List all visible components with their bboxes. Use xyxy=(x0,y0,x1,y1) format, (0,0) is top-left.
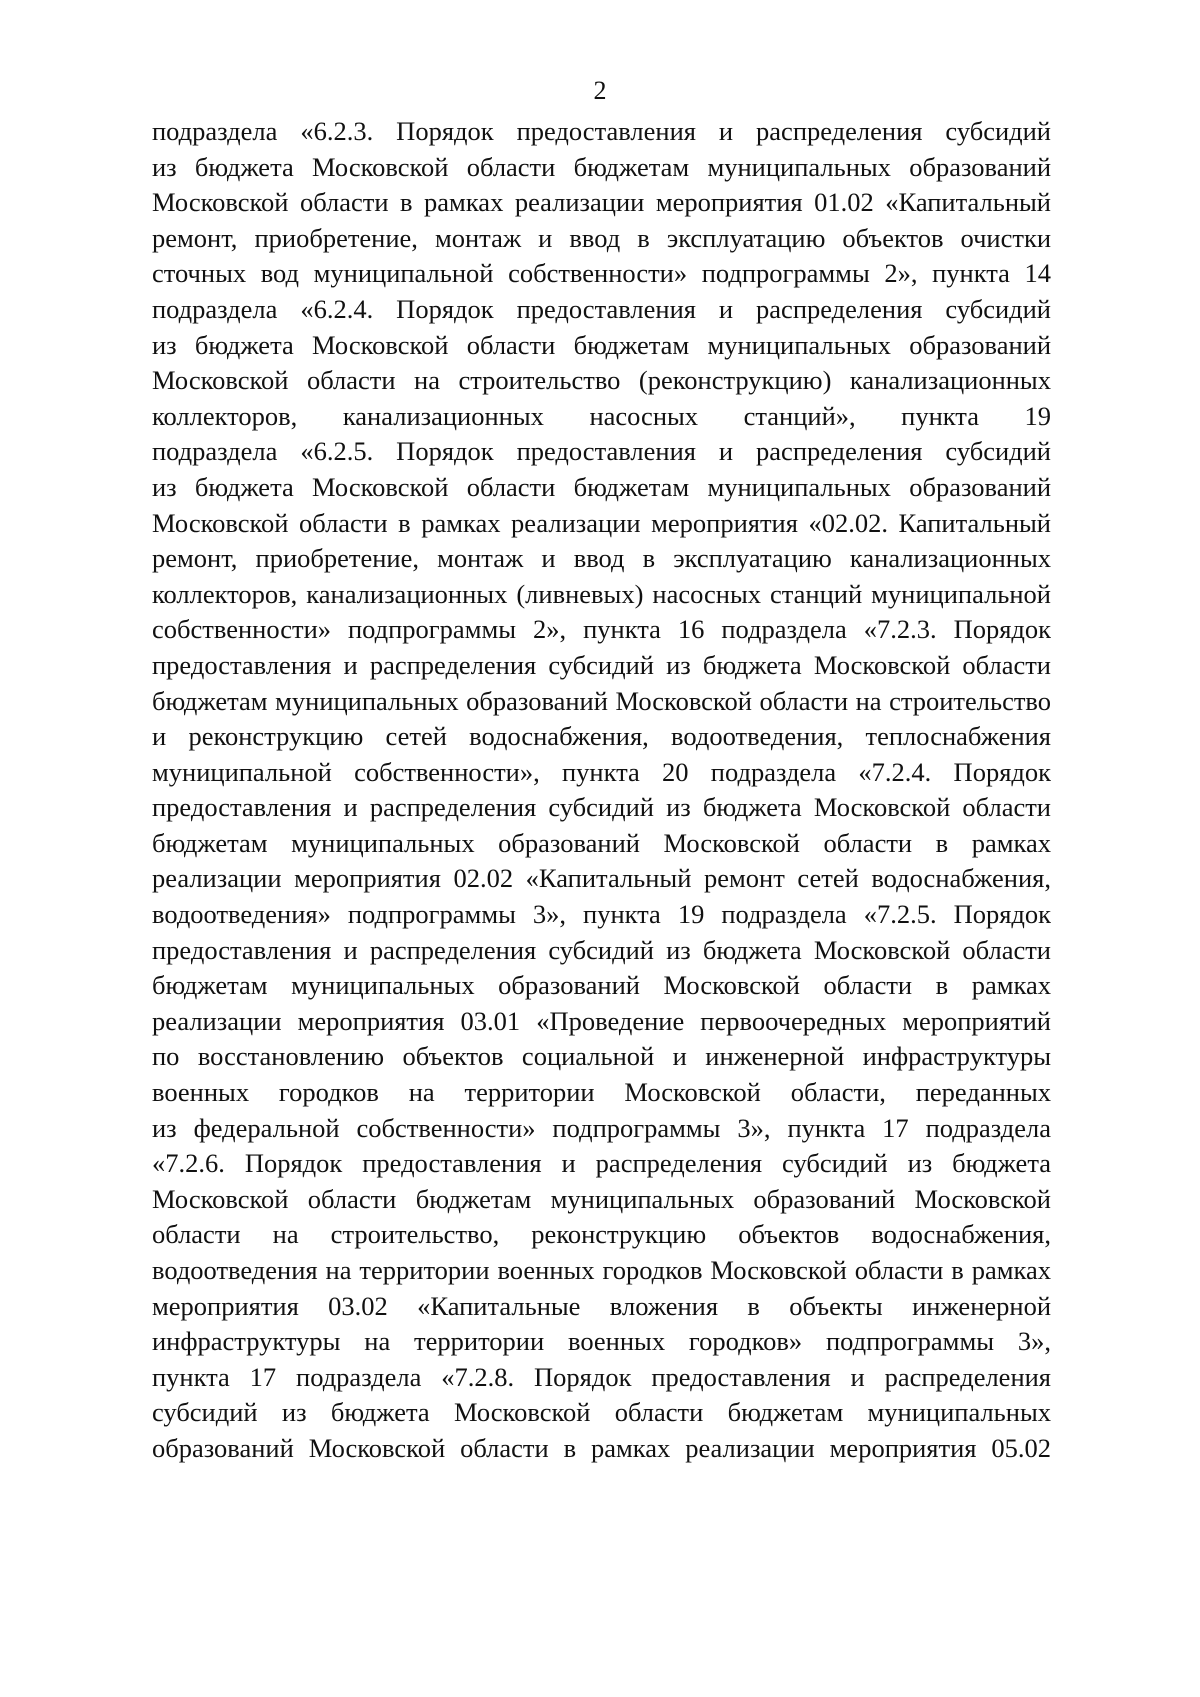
text-line: муниципальной собственности», пункта 20 подраздела «7.2.4. Порядок xyxy=(152,756,1051,787)
body-text xyxy=(152,114,1051,1467)
text-line: из федеральной собственности» подпрограммы 3», пункта 17 подраздела xyxy=(152,1112,1051,1143)
text-line: коллекторов, канализационных (ливневых) насосных станций муниципальной xyxy=(152,578,1051,609)
text-line: военных городков на территории Московской области, переданных xyxy=(152,1077,1051,1108)
text-line: сточных вод муниципальной собственности» подпрограммы 2», пункта 14 xyxy=(152,258,1051,289)
text-line: и реконструкцию сетей водоснабжения, водоотведения, теплоснабжения xyxy=(152,721,1051,752)
text-line: по восстановлению объектов социальной и инженерной инфраструктуры xyxy=(152,1041,1051,1072)
text-line: предоставления и распределения субсидий из бюджета Московской области xyxy=(152,934,1051,965)
text-line: области на строительство, реконструкцию объектов водоснабжения, xyxy=(152,1219,1051,1250)
text-line: пункта 17 подраздела «7.2.8. Порядок предоставления и распределения xyxy=(152,1361,1051,1392)
text-line: Московской области в рамках реализации мероприятия «02.02. Капитальный xyxy=(152,507,1051,538)
text-line: подраздела «6.2.4. Порядок предоставления и распределения субсидий xyxy=(152,293,1051,324)
page-number: 2 xyxy=(593,76,607,105)
text-line: субсидий из бюджета Московской области бюджетам муниципальных xyxy=(152,1397,1051,1428)
text-line: из бюджета Московской области бюджетам муниципальных образований xyxy=(152,151,1051,182)
text-line: Московской области бюджетам муниципальных образований Московской xyxy=(152,1183,1051,1214)
text-line: инфраструктуры на территории военных городков» подпрограммы 3», xyxy=(152,1326,1051,1357)
text-line: реализации мероприятия 03.01 «Проведение первоочередных мероприятий xyxy=(152,1005,1051,1036)
text-line: образований Московской области в рамках реализации мероприятия 05.02 xyxy=(152,1432,1051,1463)
text-line: предоставления и распределения субсидий из бюджета Московской области xyxy=(152,792,1051,823)
text-line: мероприятия 03.02 «Капитальные вложения в объекты инженерной xyxy=(152,1290,1051,1321)
text-line: коллекторов, канализационных насосных станций», пункта 19 xyxy=(152,400,1051,431)
text-line: подраздела «6.2.3. Порядок предоставления и распределения субсидий xyxy=(152,116,1051,146)
text-line: предоставления и распределения субсидий из бюджета Московской области xyxy=(152,649,1051,680)
text-line: бюджетам муниципальных образований Московской области на строительство xyxy=(152,685,1051,716)
text-line: собственности» подпрограммы 2», пункта 16 подраздела «7.2.3. Порядок xyxy=(152,614,1051,645)
text-line: Московской области в рамках реализации мероприятия 01.02 «Капитальный xyxy=(152,187,1051,218)
text-line: реализации мероприятия 02.02 «Капитальный ремонт сетей водоснабжения, xyxy=(152,863,1051,894)
text-line: водоотведения» подпрограммы 3», пункта 19 подраздела «7.2.5. Порядок xyxy=(152,899,1051,930)
text-line: подраздела «6.2.5. Порядок предоставления и распределения субсидий xyxy=(152,436,1051,467)
text-line: ремонт, приобретение, монтаж и ввод в эксплуатацию объектов очистки xyxy=(152,222,1051,253)
text-line: из бюджета Московской области бюджетам муниципальных образований xyxy=(152,329,1051,360)
text-line: Московской области на строительство (реконструкцию) канализационных xyxy=(152,365,1051,396)
text-line: ремонт, приобретение, монтаж и ввод в эксплуатацию канализационных xyxy=(152,543,1051,574)
text-line: водоотведения на территории военных городков Московской области в рамках xyxy=(152,1255,1051,1285)
text-line: бюджетам муниципальных образований Московской области в рамках xyxy=(152,970,1051,1001)
text-line: «7.2.6. Порядок предоставления и распределения субсидий из бюджета xyxy=(152,1148,1051,1179)
text-line: из бюджета Московской области бюджетам муниципальных образований xyxy=(152,471,1051,502)
text-line: бюджетам муниципальных образований Московской области в рамках xyxy=(152,827,1051,858)
